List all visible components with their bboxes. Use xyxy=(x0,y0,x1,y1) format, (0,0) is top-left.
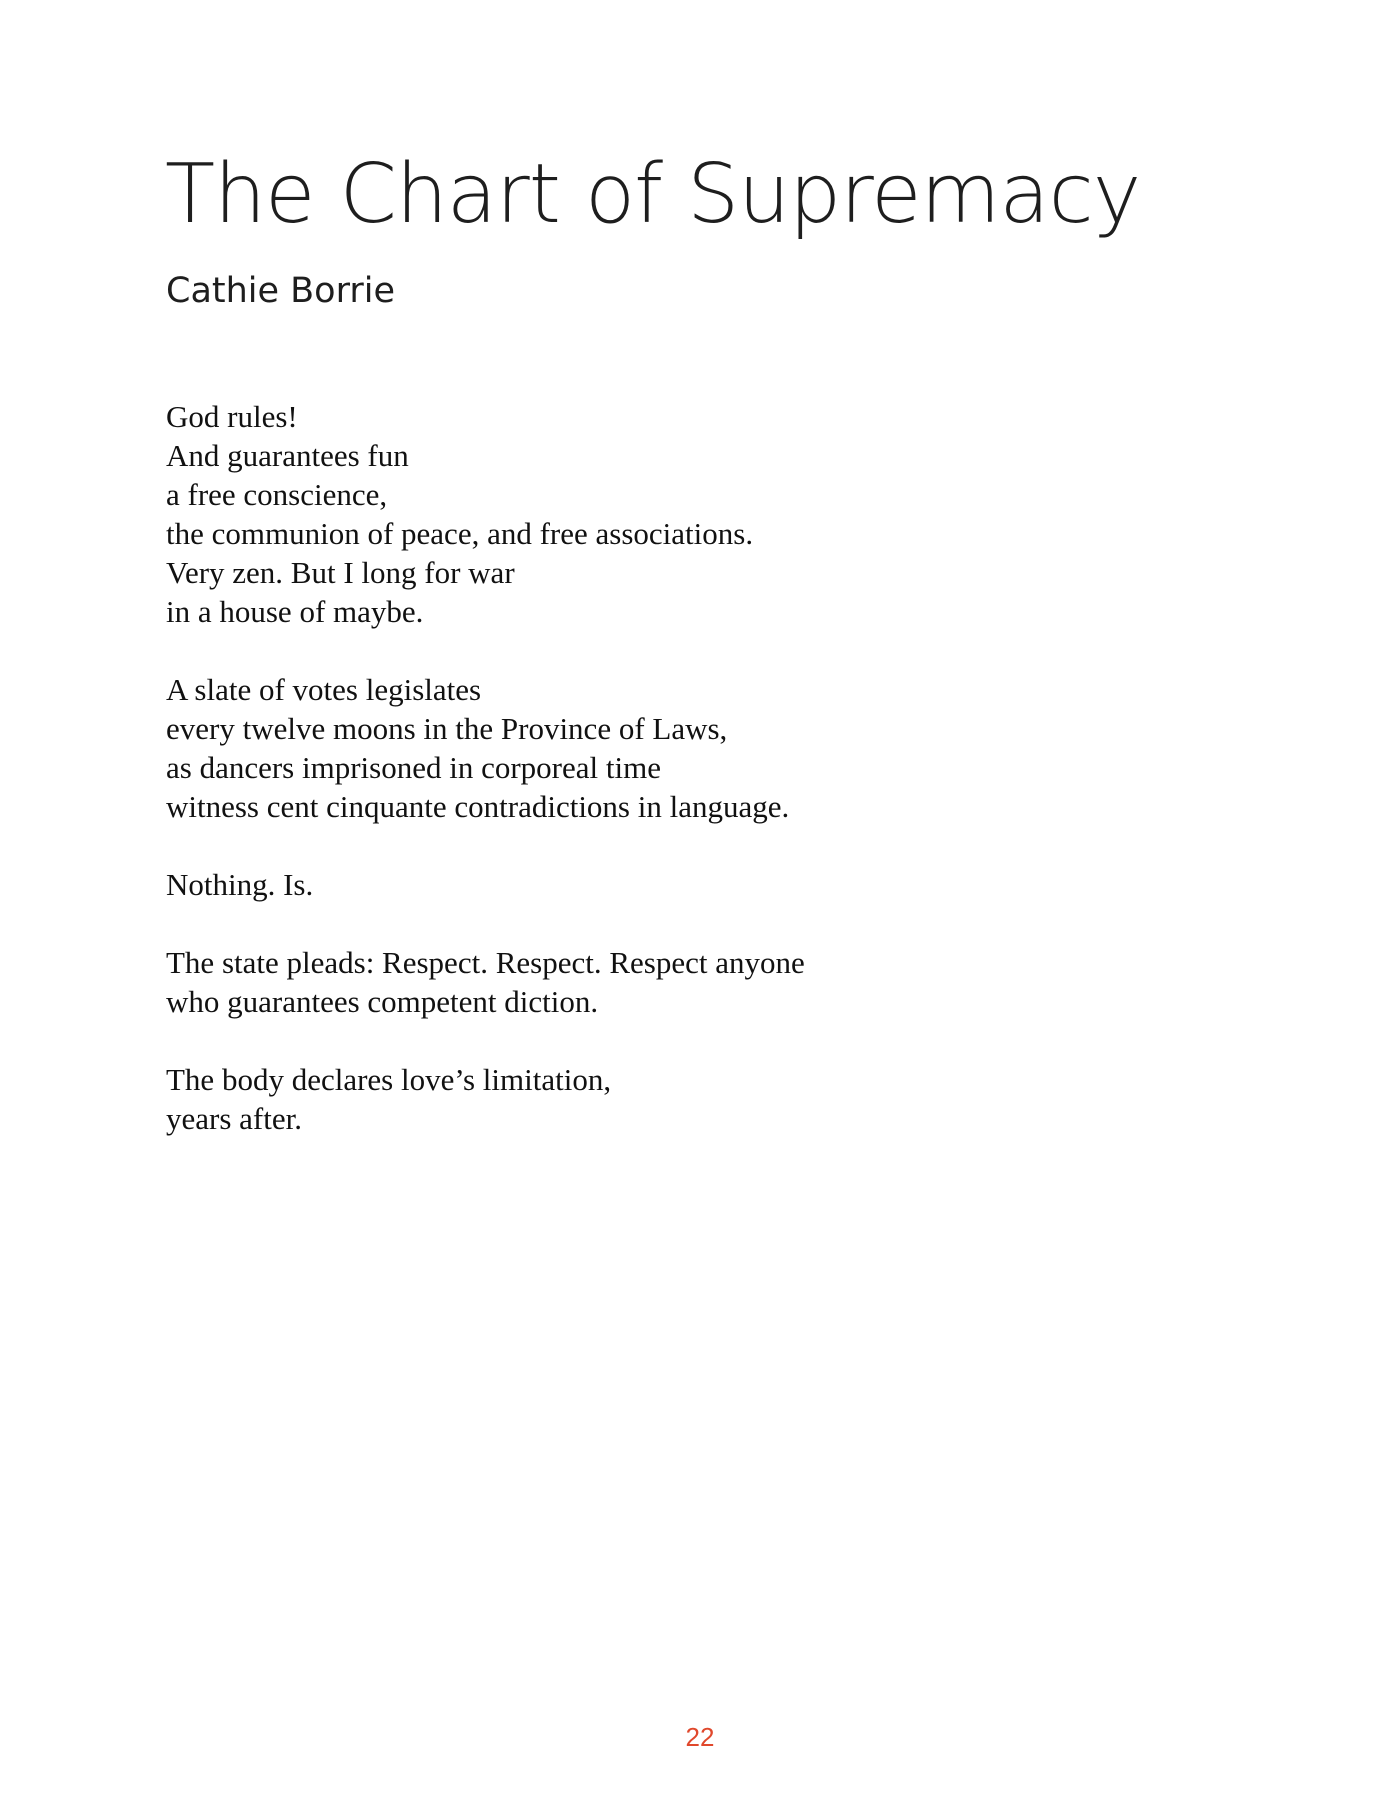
poem-line: The state pleads: Respect. Respect. Respect anyone xyxy=(166,945,805,980)
poem-line: Very zen. But I long for war xyxy=(166,555,515,590)
poem-line: Nothing. Is. xyxy=(166,867,314,902)
poem-line: God rules! xyxy=(166,399,298,434)
poem-line: A slate of votes legislates xyxy=(166,672,482,707)
poem-line: the communion of peace, and free associations. xyxy=(166,516,754,551)
stanza-2 xyxy=(166,670,1066,826)
poem-title: The Chart of Supremacy xyxy=(165,147,1141,242)
poem-line: And guarantees fun xyxy=(166,438,409,473)
poem-line: who guarantees competent diction. xyxy=(166,984,599,1019)
stanza-4 xyxy=(166,943,1066,1021)
poem-line: a free conscience, xyxy=(166,477,388,512)
page-number: 22 xyxy=(685,1722,715,1752)
poem-line: witness cent cinquante contradictions in language. xyxy=(166,789,790,824)
poem-line: The body declares love’s limitation, xyxy=(166,1062,612,1097)
stanza-5 xyxy=(166,1060,1066,1138)
stanza-1 xyxy=(166,397,1066,631)
poem-line: in a house of maybe. xyxy=(166,594,424,629)
poem-line: as dancers imprisoned in corporeal time xyxy=(166,750,661,785)
stanza-3 xyxy=(166,865,1066,904)
poem-line: every twelve moons in the Province of Laws, xyxy=(166,711,728,746)
poem-line: years after. xyxy=(166,1101,302,1136)
poem-body xyxy=(166,397,1066,1177)
poem-author: Cathie Borrie xyxy=(166,271,396,311)
